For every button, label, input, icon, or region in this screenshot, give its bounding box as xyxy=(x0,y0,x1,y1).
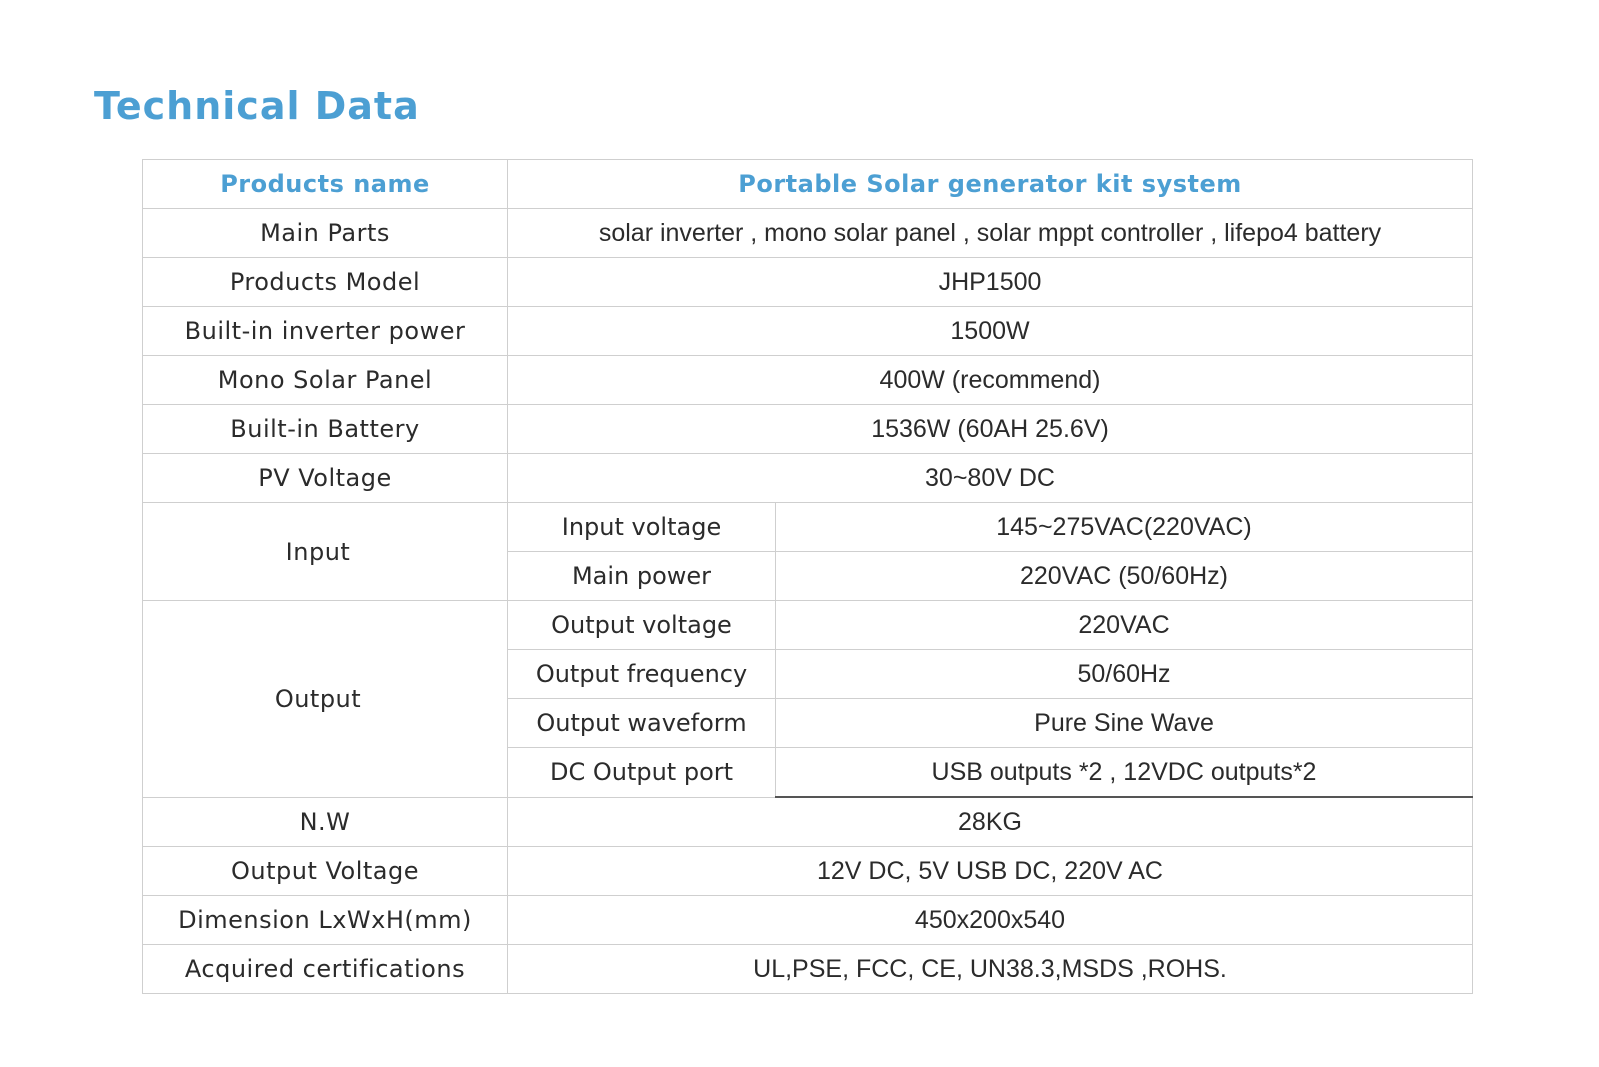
page-title: Technical Data xyxy=(94,84,420,128)
inverter-power-label: Built-in inverter power xyxy=(143,307,508,356)
battery-value: 1536W (60AH 25.6V) xyxy=(508,405,1473,454)
battery-label: Built-in Battery xyxy=(143,405,508,454)
table-row-net-weight xyxy=(143,797,1473,847)
output-voltage-label: Output voltage xyxy=(508,601,776,650)
table-row-products-name xyxy=(143,160,1473,209)
technical-data-table xyxy=(142,159,1473,994)
table-row-output-voltage xyxy=(143,601,1473,650)
input-voltage-value: 145~275VAC(220VAC) xyxy=(776,503,1473,552)
dc-output-port-value: USB outputs *2 , 12VDC outputs*2 xyxy=(776,748,1473,798)
output-voltages-value: 12V DC, 5V USB DC, 220V AC xyxy=(508,847,1473,896)
table-row-inverter-power xyxy=(143,307,1473,356)
table-row-pv-voltage xyxy=(143,454,1473,503)
output-frequency-label: Output frequency xyxy=(508,650,776,699)
dimension-value: 450x200x540 xyxy=(508,896,1473,945)
pv-voltage-value: 30~80V DC xyxy=(508,454,1473,503)
input-group-label: Input xyxy=(143,503,508,601)
products-name-label: Products name xyxy=(143,160,508,209)
output-waveform-label: Output waveform xyxy=(508,699,776,748)
pv-voltage-label: PV Voltage xyxy=(143,454,508,503)
certifications-value: UL,PSE, FCC, CE, UN38.3,MSDS ,ROHS. xyxy=(508,945,1473,994)
dimension-label: Dimension LxWxH(mm) xyxy=(143,896,508,945)
table-row-main-parts xyxy=(143,209,1473,258)
net-weight-value: 28KG xyxy=(508,797,1473,847)
main-parts-value: solar inverter , mono solar panel , solar mppt controller , lifepo4 battery xyxy=(508,209,1473,258)
dc-output-port-label: DC Output port xyxy=(508,748,776,798)
table-row-battery xyxy=(143,405,1473,454)
solar-panel-label: Mono Solar Panel xyxy=(143,356,508,405)
output-frequency-value: 50/60Hz xyxy=(776,650,1473,699)
table-row-solar-panel xyxy=(143,356,1473,405)
input-voltage-label: Input voltage xyxy=(508,503,776,552)
main-power-label: Main power xyxy=(508,552,776,601)
products-name-value: Portable Solar generator kit system xyxy=(508,160,1473,209)
main-power-value: 220VAC (50/60Hz) xyxy=(776,552,1473,601)
certifications-label: Acquired certifications xyxy=(143,945,508,994)
output-group-label: Output xyxy=(143,601,508,798)
table-row-products-model xyxy=(143,258,1473,307)
inverter-power-value: 1500W xyxy=(508,307,1473,356)
net-weight-label: N.W xyxy=(143,797,508,847)
output-voltage-value: 220VAC xyxy=(776,601,1473,650)
products-model-value: JHP1500 xyxy=(508,258,1473,307)
table-row-dimension xyxy=(143,896,1473,945)
products-model-label: Products Model xyxy=(143,258,508,307)
table-row-certifications xyxy=(143,945,1473,994)
table-row-output-voltages xyxy=(143,847,1473,896)
table-row-input-voltage xyxy=(143,503,1473,552)
output-waveform-value: Pure Sine Wave xyxy=(776,699,1473,748)
solar-panel-value: 400W (recommend) xyxy=(508,356,1473,405)
main-parts-label: Main Parts xyxy=(143,209,508,258)
output-voltages-label: Output Voltage xyxy=(143,847,508,896)
